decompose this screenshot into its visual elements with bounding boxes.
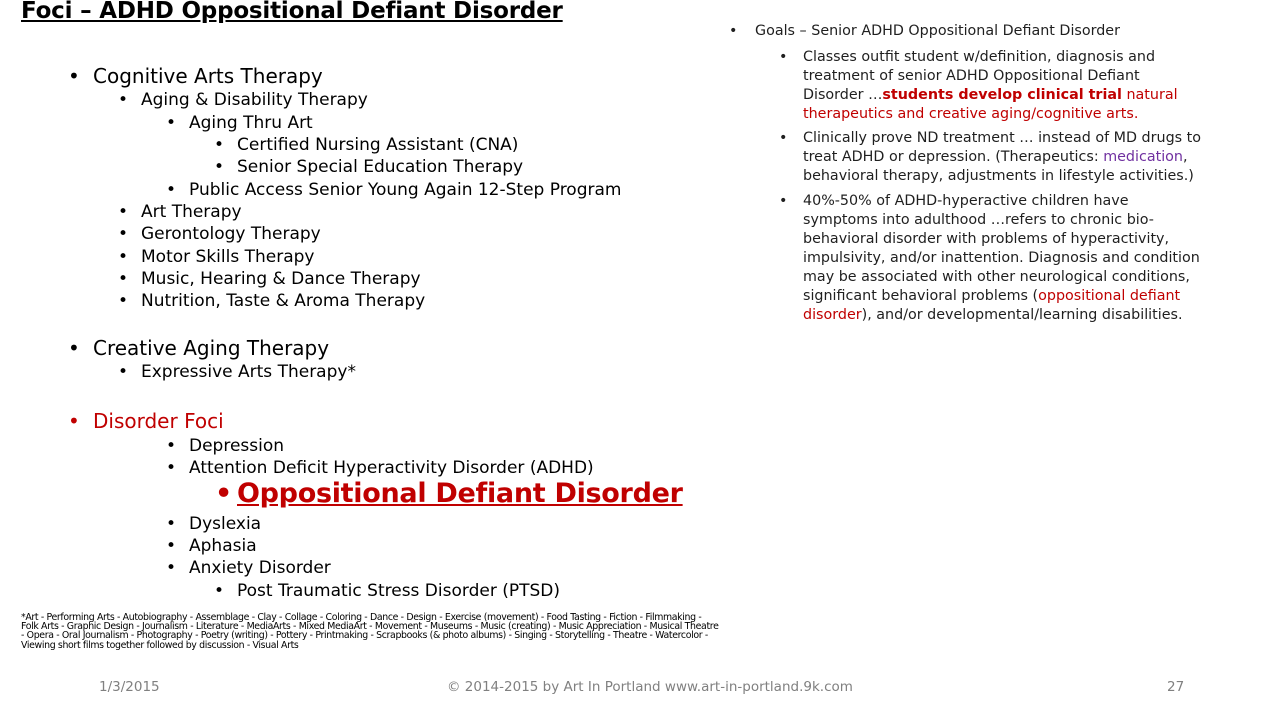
list-item-music-hearing-dance: • Music, Hearing & Dance Therapy xyxy=(141,271,421,288)
goal-text: 40%-50% of ADHD-hyperactive children have symptoms into adulthood …refers to chronic bio-behavioral disorder with problems of hyperactivity, impulsivity, and/or inattention. Diagnosis and condition may be associated with other neurological conditions, significant behavioral problems ( xyxy=(803,193,1200,304)
highlight-text: oppositional defiant disorder xyxy=(803,288,1181,323)
list-item-oppositional-defiant-disorder: • Oppositional Defiant Disorder xyxy=(237,480,683,507)
footer-page-number: 27 xyxy=(1167,679,1185,695)
list-item-aging-disability: • Aging & Disability Therapy xyxy=(141,92,368,109)
list-item-disorder-foci: • Disorder Foci xyxy=(93,411,224,431)
list-item-senior-sped: • Senior Special Education Therapy xyxy=(237,159,523,176)
list-item-nutrition: • Nutrition, Taste & Aroma Therapy xyxy=(141,293,425,310)
list-item-dyslexia: • Dyslexia xyxy=(189,516,261,533)
goal-paragraph-adhd-stats xyxy=(803,192,1203,325)
list-item-ptsd: • Post Traumatic Stress Disorder (PTSD) xyxy=(237,583,560,600)
list-item-art-therapy: • Art Therapy xyxy=(141,204,242,221)
slide-title: Foci – ADHD Oppositional Defiant Disorder xyxy=(21,0,563,24)
list-item-gerontology: • Gerontology Therapy xyxy=(141,226,321,243)
highlight-text: medication xyxy=(1103,149,1183,165)
goal-paragraph-classes xyxy=(803,48,1203,124)
footnote: *Art - Performing Arts - Autobiography - Assemblage - Clay - Collage - Coloring - Dance - Design - Exercise (movement) - Food Tasting - Fiction - Filmmaking - Folk Arts - Graphic Design - Journalism - Literature - MediaArts - Mixed MediaArt - Movement - Museums - Music (creating) - Music Appreciation - Musical Theatre - Opera - Oral Journalism - Photography - Poetry (writing) - Pottery - Printmaking - Scrapbooks (& photo albums) - Singing - Storytelling - Theatre - Watercolor - Viewing short films together followed by discussion - Visual Arts xyxy=(21,612,719,651)
goal-text: ), and/or developmental/learning disabilities. xyxy=(861,307,1183,323)
list-item-motor-skills: • Motor Skills Therapy xyxy=(141,249,314,266)
highlight-text: natural therapeutics and creative aging/cognitive arts. xyxy=(803,87,1178,122)
footer-copyright: © 2014-2015 by Art In Portland www.art-in-portland.9k.com xyxy=(447,679,853,695)
list-item-aphasia: • Aphasia xyxy=(189,538,257,555)
goal-text: , behavioral therapy, adjustments in lifestyle activities.) xyxy=(803,149,1194,184)
list-item-adhd: • Attention Deficit Hyperactivity Disorder (ADHD) xyxy=(189,460,594,477)
highlight-text: students develop clinical trial xyxy=(882,87,1122,103)
footer-date: 1/3/2015 xyxy=(99,679,160,695)
list-item-cna: • Certified Nursing Assistant (CNA) xyxy=(237,137,518,154)
list-item-depression: • Depression xyxy=(189,438,284,455)
goal-text: Classes outfit student w/definition, diagnosis and treatment of senior ADHD Oppositional Defiant Disorder … xyxy=(803,49,1156,103)
list-item-cognitive-arts: • Cognitive Arts Therapy xyxy=(93,66,323,86)
list-item-anxiety: • Anxiety Disorder xyxy=(189,560,331,577)
list-item-creative-aging: • Creative Aging Therapy xyxy=(93,338,329,358)
goal-text: Clinically prove ND treatment … instead of MD drugs to treat ADHD or depression. (Therapeutics: xyxy=(803,130,1201,165)
goals-heading: • Goals – Senior ADHD Oppositional Defiant Disorder xyxy=(755,22,1120,41)
goal-paragraph-clinically-prove xyxy=(803,129,1203,186)
list-item-public-access: • Public Access Senior Young Again 12-Step Program xyxy=(189,182,621,199)
list-item-aging-thru-art: • Aging Thru Art xyxy=(189,115,313,132)
list-item-expressive-arts: • Expressive Arts Therapy* xyxy=(141,364,356,381)
